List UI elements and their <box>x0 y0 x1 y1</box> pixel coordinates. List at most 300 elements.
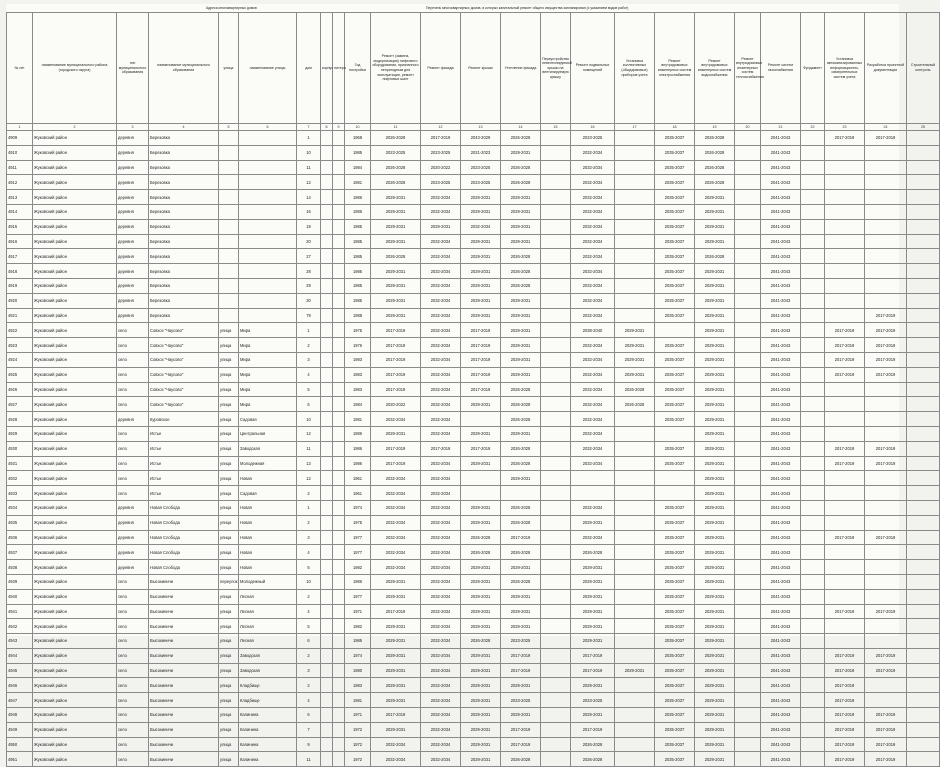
table-cell <box>321 589 333 604</box>
table-cell: 2035-2037 <box>655 515 695 530</box>
table-cell <box>219 219 239 234</box>
table-cell: Мира <box>239 382 297 397</box>
table-cell: Березовка <box>149 175 219 190</box>
table-cell: 2029-2031 <box>695 604 735 619</box>
table-cell: 2017-2019 <box>865 604 907 619</box>
table-cell: 5 <box>297 382 321 397</box>
table-cell: 3 <box>297 663 321 678</box>
table-cell: 2029-2031 <box>501 560 541 575</box>
table-cell <box>541 678 571 693</box>
table-cell: 2041-2043 <box>761 219 801 234</box>
table-cell <box>333 500 345 515</box>
table-cell <box>825 515 865 530</box>
table-cell: 2029-2031 <box>461 234 501 249</box>
table-row <box>7 545 940 560</box>
table-cell: 2041-2043 <box>761 752 801 767</box>
table-cell <box>239 160 297 175</box>
table-cell <box>907 589 940 604</box>
table-cell: 4935 <box>7 515 33 530</box>
table-cell <box>907 204 940 219</box>
table-cell: Новая Слобода <box>149 545 219 560</box>
table-cell: село <box>117 619 149 634</box>
table-cell: 2032-2034 <box>571 219 615 234</box>
table-cell: село <box>117 338 149 353</box>
table-cell: улица <box>219 752 239 767</box>
table-cell <box>825 619 865 634</box>
table-cell <box>541 574 571 589</box>
table-cell <box>321 352 333 367</box>
table-cell <box>825 486 865 501</box>
table-cell: 4922 <box>7 323 33 338</box>
table-cell <box>333 131 345 146</box>
table-cell <box>735 708 761 723</box>
table-cell: Жуковский район <box>33 752 117 767</box>
table-cell: 2032-2034 <box>571 397 615 412</box>
table-cell: 2041-2043 <box>761 160 801 175</box>
table-cell: 2017-2019 <box>825 604 865 619</box>
table-cell <box>825 500 865 515</box>
table-cell <box>321 486 333 501</box>
table-cell <box>321 382 333 397</box>
table-cell <box>801 456 825 471</box>
table-cell: 2017-2019 <box>501 722 541 737</box>
table-cell: 1975 <box>345 515 371 530</box>
table-cell <box>321 338 333 353</box>
table-cell: 2032-2034 <box>571 500 615 515</box>
table-cell <box>615 426 655 441</box>
table-cell: 6 <box>297 397 321 412</box>
table-cell <box>801 264 825 279</box>
table-cell: 2029-2031 <box>695 722 735 737</box>
column-header: корпус <box>321 13 333 124</box>
table-cell: Новая Слобода <box>149 515 219 530</box>
table-cell <box>825 471 865 486</box>
table-cell <box>907 175 940 190</box>
table-cell <box>801 574 825 589</box>
table-cell: 7 <box>297 722 321 737</box>
table-cell <box>735 722 761 737</box>
table-cell: 4932 <box>7 471 33 486</box>
table-cell: 2032-2034 <box>421 471 461 486</box>
table-cell: 2035-2037 <box>655 708 695 723</box>
table-cell: Высокиничи <box>149 752 219 767</box>
table-cell <box>801 663 825 678</box>
table-cell: село <box>117 426 149 441</box>
table-cell: 1980 <box>345 663 371 678</box>
table-row <box>7 131 940 146</box>
table-cell <box>321 397 333 412</box>
table-cell: 2035-2037 <box>655 131 695 146</box>
table-cell <box>333 619 345 634</box>
table-cell <box>865 574 907 589</box>
table-row <box>7 382 940 397</box>
table-cell <box>571 471 615 486</box>
table-cell <box>615 190 655 205</box>
table-cell: 4939 <box>7 574 33 589</box>
table-cell: улица <box>219 634 239 649</box>
table-cell <box>541 190 571 205</box>
table-cell <box>907 530 940 545</box>
table-cell: 2029-2031 <box>421 219 461 234</box>
table-cell: 1961 <box>345 486 371 501</box>
table-row <box>7 560 940 575</box>
table-cell <box>615 160 655 175</box>
table-cell <box>461 471 501 486</box>
table-cell: 2035-2037 <box>655 160 695 175</box>
table-cell <box>615 234 655 249</box>
table-cell <box>239 293 297 308</box>
table-cell: 2029-2031 <box>695 412 735 427</box>
table-cell <box>907 441 940 456</box>
table-cell: 4942 <box>7 619 33 634</box>
table-cell: 2041-2043 <box>761 663 801 678</box>
table-cell: 2017-2019 <box>865 131 907 146</box>
table-cell: 2041-2043 <box>761 293 801 308</box>
table-cell: 1988 <box>345 308 371 323</box>
table-cell: 28 <box>297 264 321 279</box>
table-cell <box>735 160 761 175</box>
table-cell: 2032-2034 <box>571 234 615 249</box>
table-cell: улица <box>219 471 239 486</box>
table-cell: 12 <box>297 471 321 486</box>
table-cell <box>321 441 333 456</box>
table-cell: 2023-2025 <box>421 175 461 190</box>
table-cell: Жуковский район <box>33 663 117 678</box>
table-cell: Березовка <box>149 264 219 279</box>
table-cell <box>615 574 655 589</box>
table-cell: 2029-2031 <box>571 604 615 619</box>
table-cell: 2029-2031 <box>571 634 615 649</box>
table-cell: 4915 <box>7 219 33 234</box>
table-cell: 2032-2034 <box>421 589 461 604</box>
table-cell: Жуковский район <box>33 412 117 427</box>
table-cell: Истье <box>149 486 219 501</box>
table-cell: 2029-2031 <box>371 234 421 249</box>
table-cell <box>865 589 907 604</box>
table-cell: 19 <box>297 219 321 234</box>
table-cell <box>333 693 345 708</box>
table-cell <box>321 515 333 530</box>
table-cell: 1961 <box>345 471 371 486</box>
table-cell <box>321 190 333 205</box>
table-cell <box>801 131 825 146</box>
table-cell <box>219 204 239 219</box>
table-cell <box>865 204 907 219</box>
table-cell: 14 <box>297 190 321 205</box>
table-cell: 2017-2019 <box>571 663 615 678</box>
table-row <box>7 648 940 663</box>
table-cell: село <box>117 722 149 737</box>
table-cell: Жуковский район <box>33 708 117 723</box>
table-cell <box>735 515 761 530</box>
table-cell <box>735 441 761 456</box>
table-cell: Высокиничи <box>149 708 219 723</box>
table-cell <box>907 412 940 427</box>
table-cell: 2017-2019 <box>461 441 501 456</box>
table-cell: улица <box>219 560 239 575</box>
table-cell: 3 <box>297 530 321 545</box>
table-cell <box>801 648 825 663</box>
table-cell <box>615 293 655 308</box>
table-cell: 2029-2031 <box>371 678 421 693</box>
table-cell: 4940 <box>7 589 33 604</box>
table-cell: Березовка <box>149 160 219 175</box>
table-cell: 2017-2019 <box>501 737 541 752</box>
table-cell: Жуковский район <box>33 219 117 234</box>
table-cell: Березовка <box>149 204 219 219</box>
table-cell <box>333 708 345 723</box>
table-row <box>7 249 940 264</box>
table-cell: Мира <box>239 397 297 412</box>
table-cell <box>865 190 907 205</box>
table-cell: 10 <box>297 412 321 427</box>
table-cell: 2035-2037 <box>655 752 695 767</box>
table-cell <box>825 634 865 649</box>
table-cell: село <box>117 367 149 382</box>
table-cell: село <box>117 737 149 752</box>
table-cell <box>907 456 940 471</box>
table-cell: 2 <box>297 515 321 530</box>
table-row <box>7 456 940 471</box>
table-cell: 2026-2028 <box>501 382 541 397</box>
table-cell: улица <box>219 323 239 338</box>
table-cell: 2032-2034 <box>571 190 615 205</box>
table-cell <box>735 619 761 634</box>
column-number: 5 <box>219 124 239 131</box>
table-cell: 2041-2043 <box>761 589 801 604</box>
table-cell: Совхоз "Чаусово" <box>149 323 219 338</box>
table-cell <box>801 560 825 575</box>
table-cell <box>541 175 571 190</box>
table-cell: 2035-2037 <box>655 308 695 323</box>
header-left-caption: Адреса многоквартирных домов <box>206 6 257 10</box>
table-cell: 2035-2037 <box>655 722 695 737</box>
table-cell: 2029-2031 <box>501 190 541 205</box>
table-cell <box>825 249 865 264</box>
table-cell <box>735 131 761 146</box>
table-row <box>7 752 940 767</box>
table-cell <box>907 708 940 723</box>
column-number: 15 <box>541 124 571 131</box>
table-cell <box>907 634 940 649</box>
table-cell: 1981 <box>345 693 371 708</box>
table-cell <box>333 412 345 427</box>
table-cell: 2029-2031 <box>571 619 615 634</box>
table-cell: 2032-2034 <box>371 500 421 515</box>
table-cell <box>333 352 345 367</box>
table-cell <box>541 382 571 397</box>
table-cell: 2041-2043 <box>761 367 801 382</box>
table-cell <box>735 382 761 397</box>
table-cell: переулок <box>219 574 239 589</box>
table-cell <box>735 397 761 412</box>
column-number: 18 <box>655 124 695 131</box>
table-cell: 2029-2031 <box>461 589 501 604</box>
table-cell <box>333 545 345 560</box>
table-cell: 2029-2031 <box>695 500 735 515</box>
table-cell: 12 <box>297 426 321 441</box>
table-cell <box>219 308 239 323</box>
table-cell: Мира <box>239 338 297 353</box>
table-cell: 2026-2028 <box>461 545 501 560</box>
table-cell: Березовка <box>149 308 219 323</box>
table-cell: 2041-2043 <box>761 693 801 708</box>
table-cell: 1977 <box>345 545 371 560</box>
table-cell: 2029-2031 <box>615 352 655 367</box>
table-cell: 2029-2031 <box>695 382 735 397</box>
table-cell: 1974 <box>345 648 371 663</box>
table-cell <box>219 190 239 205</box>
table-cell <box>321 308 333 323</box>
column-number: 9 <box>333 124 345 131</box>
column-number: 12 <box>421 124 461 131</box>
column-number: 25 <box>907 124 940 131</box>
column-number: 13 <box>461 124 501 131</box>
table-cell: 2029-2031 <box>371 634 421 649</box>
table-cell <box>801 338 825 353</box>
table-cell: 2029-2031 <box>371 693 421 708</box>
table-cell: 2029-2031 <box>695 486 735 501</box>
table-cell: 4 <box>297 367 321 382</box>
table-cell <box>615 530 655 545</box>
table-cell: 2029-2031 <box>615 367 655 382</box>
table-cell <box>801 693 825 708</box>
table-cell: 1985 <box>345 634 371 649</box>
table-cell: Высокиничи <box>149 678 219 693</box>
table-cell: Совхоз "Чаусово" <box>149 352 219 367</box>
table-cell: 2041-2043 <box>761 708 801 723</box>
table-cell: 2032-2034 <box>421 426 461 441</box>
table-cell: 2041-2043 <box>761 722 801 737</box>
column-number: 17 <box>615 124 655 131</box>
table-row <box>7 737 940 752</box>
table-cell <box>801 204 825 219</box>
table-cell: село <box>117 471 149 486</box>
table-cell: село <box>117 648 149 663</box>
table-cell <box>321 426 333 441</box>
column-header: Ремонт внутридомовых инженерных систем водоснабжения <box>695 13 735 124</box>
table-cell: 2029-2031 <box>501 308 541 323</box>
table-cell: Высокиничи <box>149 604 219 619</box>
table-cell <box>333 589 345 604</box>
table-cell: 2035-2037 <box>655 278 695 293</box>
table-cell: 2035-2037 <box>655 560 695 575</box>
table-cell: 1 <box>297 131 321 146</box>
table-cell <box>321 160 333 175</box>
table-cell: улица <box>219 338 239 353</box>
table-cell: 2032-2034 <box>421 560 461 575</box>
table-cell: село <box>117 352 149 367</box>
table-cell: 2035-2037 <box>655 175 695 190</box>
table-cell: 2026-2028 <box>461 530 501 545</box>
table-cell <box>735 367 761 382</box>
table-cell: село <box>117 441 149 456</box>
table-cell <box>321 412 333 427</box>
table-cell: 2032-2034 <box>571 204 615 219</box>
table-cell <box>801 737 825 752</box>
table-cell: 4933 <box>7 486 33 501</box>
table-cell <box>541 352 571 367</box>
table-cell: Жуковский район <box>33 678 117 693</box>
table-cell <box>615 737 655 752</box>
table-row <box>7 663 940 678</box>
column-header: наименование муниципального образования <box>149 13 219 124</box>
table-cell <box>333 648 345 663</box>
table-cell <box>219 249 239 264</box>
table-cell: Новая Слобода <box>149 560 219 575</box>
column-header: Переустройство невентилируемой крыши на вентилируемую крышу <box>541 13 571 124</box>
table-cell: 4949 <box>7 722 33 737</box>
table-cell: 2029-2031 <box>461 426 501 441</box>
table-cell: 4937 <box>7 545 33 560</box>
table-cell: Лесная <box>239 634 297 649</box>
table-cell: Высокиничи <box>149 722 219 737</box>
table-cell: 2026-2028 <box>695 175 735 190</box>
table-cell: Калинина <box>239 708 297 723</box>
table-cell: 2026-2028 <box>571 752 615 767</box>
table-cell: 2041-2043 <box>761 471 801 486</box>
table-cell: 1986 <box>345 190 371 205</box>
table-cell <box>735 545 761 560</box>
table-cell: 2029-2031 <box>695 619 735 634</box>
table-cell <box>501 486 541 501</box>
table-cell <box>865 382 907 397</box>
table-cell: 2032-2034 <box>421 663 461 678</box>
table-cell: 2017-2019 <box>421 131 461 146</box>
table-cell: 2032-2034 <box>421 338 461 353</box>
table-cell <box>333 382 345 397</box>
table-cell <box>907 500 940 515</box>
table-cell: 2017-2019 <box>825 737 865 752</box>
table-cell: 2023-2025 <box>461 160 501 175</box>
table-cell: 2017-2019 <box>371 456 421 471</box>
table-cell <box>333 737 345 752</box>
table-cell <box>801 634 825 649</box>
table-cell: 2029-2031 <box>371 293 421 308</box>
table-cell: 4919 <box>7 278 33 293</box>
table-cell: Высокиничи <box>149 737 219 752</box>
table-cell: 2041-2043 <box>761 456 801 471</box>
table-cell: 2041-2043 <box>761 234 801 249</box>
table-cell <box>333 145 345 160</box>
column-header: Ремонт крыши <box>461 13 501 124</box>
table-cell: 2026-2028 <box>501 160 541 175</box>
table-cell <box>541 131 571 146</box>
table-cell: деревня <box>117 175 149 190</box>
table-cell: 2029-2031 <box>371 264 421 279</box>
table-cell <box>541 204 571 219</box>
table-cell: 2029-2031 <box>695 441 735 456</box>
table-cell: Заводская <box>239 663 297 678</box>
table-cell: 2032-2034 <box>571 249 615 264</box>
table-cell: 2017-2019 <box>571 648 615 663</box>
table-cell <box>865 234 907 249</box>
table-cell: 1971 <box>345 604 371 619</box>
table-cell: 2041-2043 <box>761 308 801 323</box>
table-cell: 13 <box>297 456 321 471</box>
table-cell: 2032-2034 <box>421 412 461 427</box>
table-row <box>7 530 940 545</box>
table-cell <box>239 204 297 219</box>
table-cell: 2017-2019 <box>865 441 907 456</box>
table-cell <box>321 293 333 308</box>
table-cell: 2017-2019 <box>865 367 907 382</box>
table-cell <box>321 530 333 545</box>
table-cell: 2035-2037 <box>655 293 695 308</box>
table-cell: 2029-2031 <box>615 338 655 353</box>
table-cell <box>333 249 345 264</box>
table-cell <box>655 471 695 486</box>
